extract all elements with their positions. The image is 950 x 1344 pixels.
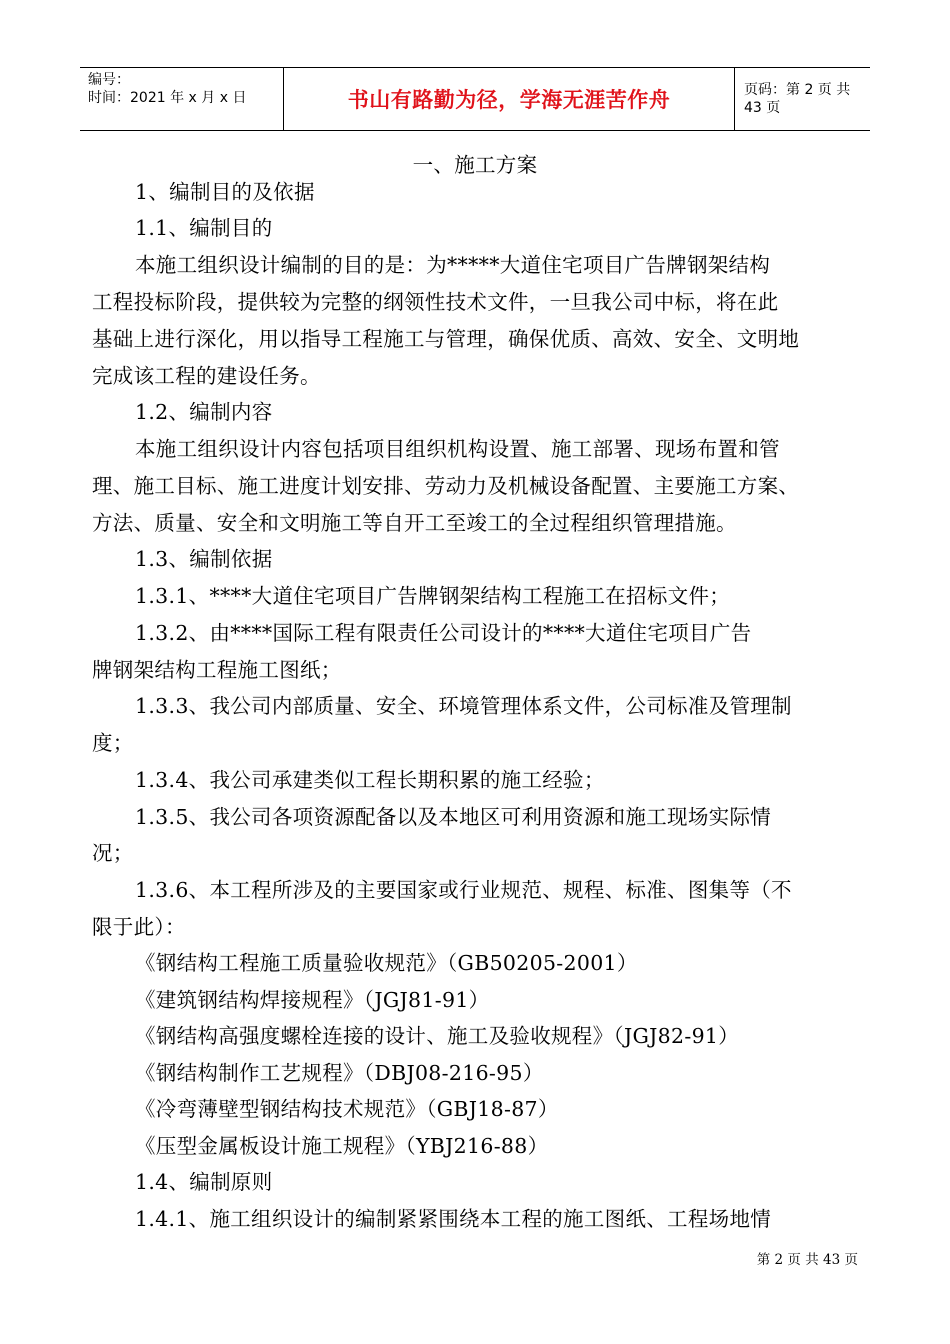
page-header bbox=[80, 67, 870, 131]
motto-text: 书山有路勤为径，学海无涯苦作舟 bbox=[347, 88, 671, 112]
paragraph-line: 本施工组织设计编制的目的是：为*****大道住宅项目广告牌钢架结构 bbox=[135, 253, 771, 277]
heading-1-4: 1.4、编制原则 bbox=[135, 1170, 273, 1194]
header-meta-cell bbox=[80, 68, 283, 130]
list-item-continuation: 牌钢架结构工程施工图纸； bbox=[92, 658, 342, 682]
header-page-label: 页码：第 2 页 共 43 页 bbox=[744, 82, 851, 116]
list-item: 1.4.1、施工组织设计的编制紧紧围绕本工程的施工图纸、工程场地情 bbox=[135, 1207, 772, 1231]
list-item: 1.3.4、我公司承建类似工程长期积累的施工经验； bbox=[135, 768, 605, 792]
section-title: 一、施工方案 bbox=[412, 153, 538, 177]
list-item-continuation: 限于此）： bbox=[92, 915, 186, 939]
paragraph-line: 基础上进行深化，用以指导工程施工与管理，确保优质、高效、安全、文明地 bbox=[92, 327, 800, 351]
heading-1-3: 1.3、编制依据 bbox=[135, 547, 273, 571]
list-item-continuation: 况； bbox=[92, 841, 134, 865]
heading-1-2: 1.2、编制内容 bbox=[135, 400, 273, 424]
paragraph-line: 理、施工目标、施工进度计划安排、劳动力及机械设备配置、主要施工方案、 bbox=[92, 474, 800, 498]
paragraph-line: 工程投标阶段，提供较为完整的纲领性技术文件，一旦我公司中标，将在此 bbox=[92, 290, 779, 314]
standard-reference: 《冷弯薄壁型钢结构技术规范》（GBJ18-87） bbox=[135, 1097, 559, 1121]
list-item: 1.3.1、****大道住宅项目广告牌钢架结构工程施工在招标文件； bbox=[135, 584, 731, 608]
standard-reference: 《压型金属板设计施工规程》（YBJ216-88） bbox=[135, 1134, 549, 1158]
list-item: 1.3.6、本工程所涉及的主要国家或行业规范、规程、标准、图集等（不 bbox=[135, 878, 792, 902]
list-item-continuation: 度； bbox=[92, 731, 134, 755]
heading-1: 1、编制目的及依据 bbox=[135, 180, 315, 204]
page-footer: 第 2 页 共 43 页 bbox=[756, 1252, 858, 1268]
standard-reference: 《建筑钢结构焊接规程》（JGJ81-91） bbox=[135, 988, 490, 1012]
heading-1-1: 1.1、编制目的 bbox=[135, 216, 273, 240]
paragraph-line: 本施工组织设计内容包括项目组织机构设置、施工部署、现场布置和管 bbox=[135, 437, 780, 461]
list-item: 1.3.2、由****国际工程有限责任公司设计的****大道住宅项目广告 bbox=[135, 621, 752, 645]
standard-reference: 《钢结构制作工艺规程》（DBJ08-216-95） bbox=[135, 1061, 544, 1085]
standard-reference: 《钢结构高强度螺栓连接的设计、施工及验收规程》（JGJ82-91） bbox=[135, 1024, 740, 1048]
time-label: 时间：2021 年 x 月 x 日 bbox=[88, 90, 247, 106]
number-label: 编号： bbox=[88, 72, 130, 88]
list-item: 1.3.3、我公司内部质量、安全、环境管理体系文件，公司标准及管理制 bbox=[135, 694, 792, 718]
header-page-cell bbox=[735, 68, 870, 130]
paragraph-line: 完成该工程的建设任务。 bbox=[92, 364, 321, 388]
standard-reference: 《钢结构工程施工质量验收规范》（GB50205-2001） bbox=[135, 951, 638, 975]
list-item: 1.3.5、我公司各项资源配备以及本地区可利用资源和施工现场实际情 bbox=[135, 805, 772, 829]
paragraph-line: 方法、质量、安全和文明施工等自开工至竣工的全过程组织管理措施。 bbox=[92, 511, 737, 535]
header-motto-cell bbox=[283, 68, 735, 130]
